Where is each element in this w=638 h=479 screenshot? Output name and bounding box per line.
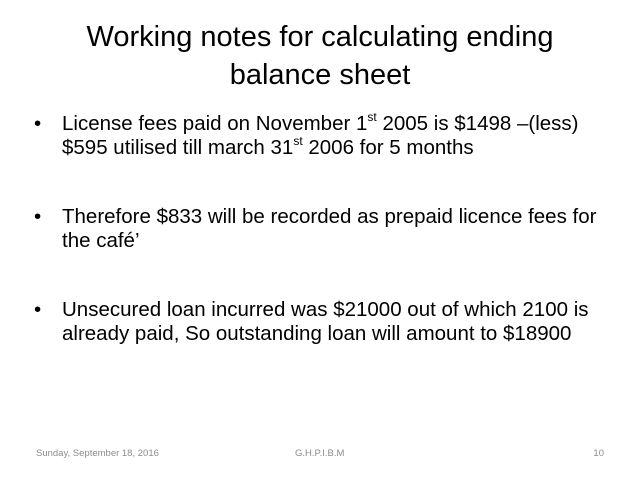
ordinal-suffix: st: [367, 110, 377, 125]
bullet-marker: •: [34, 205, 42, 228]
bullet-text: Unsecured loan incurred was $21000 out of which 2100 is already paid, So outstanding loan will amount to $18900: [62, 298, 589, 345]
bullet-text-part: 2006 for 5 months: [302, 136, 474, 159]
bullet-text: Therefore $833 will be recorded as prepaid licence fees for the café’: [62, 205, 597, 252]
footer-date: Sunday, September 18, 2016: [36, 448, 159, 459]
footer-institution: G.H.P.I.B.M: [295, 448, 345, 459]
bullet-marker: •: [34, 112, 42, 135]
slide-title-line-2: balance sheet: [229, 59, 411, 91]
slide-number: 10: [593, 448, 604, 459]
bullet-list: [34, 112, 606, 346]
ordinal-suffix: st: [293, 134, 303, 149]
bullet-marker: •: [34, 298, 42, 321]
bullet-item-prepaid-licence: [34, 205, 606, 253]
bullet-text-part: 2005 is $1498 –(less) $595 utilised till march 31: [62, 112, 579, 159]
slide-title-line-1: Working notes for calculating ending: [86, 21, 554, 53]
bullet-item-unsecured-loan: [34, 298, 606, 346]
bullet-item-license-fees: [34, 112, 606, 160]
slide-title: [40, 18, 600, 94]
bullet-text-part: License fees paid on November 1: [62, 112, 368, 135]
